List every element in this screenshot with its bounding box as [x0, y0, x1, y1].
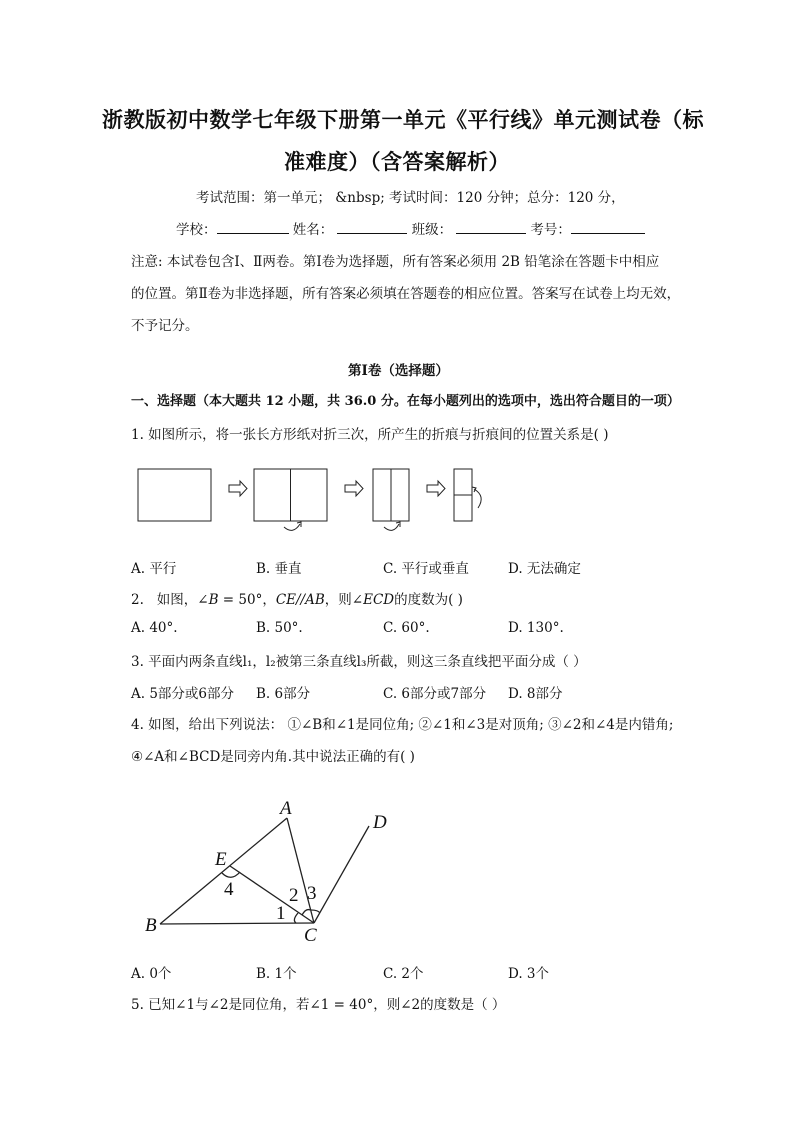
exam-title-line1: 浙教版初中数学七年级下册第一单元《平行线》单元测试卷（标	[102, 107, 704, 132]
fold-curve-icon	[284, 524, 300, 530]
point-e-label: E	[215, 849, 227, 870]
notice-line-3: 不予记分。	[131, 318, 199, 334]
q4-option-c[interactable]: C. 2个	[383, 966, 424, 982]
q4-option-b[interactable]: B. 1个	[256, 966, 297, 982]
folded-twice-rectangle	[373, 469, 409, 521]
section-heading: 一、选择题（本大题共 12 小题，共 36.0 分。在每小题列出的选项中，选出符合题目的一项）	[131, 394, 680, 409]
unfolded-rectangle	[138, 469, 211, 521]
folded-once-rectangle	[254, 469, 327, 521]
point-d-label: D	[373, 812, 387, 833]
point-b-label: B	[145, 915, 157, 936]
arrow-icon	[427, 481, 445, 496]
q4-option-a[interactable]: A. 0个	[131, 966, 172, 982]
question-4-stem-line1: 4. 如图，给出下列说法： ①∠B和∠1是同位角; ②∠1和∠3是对顶角; ③∠2和∠4是内错角;	[131, 717, 674, 733]
q2-option-a[interactable]: A. 40°.	[131, 620, 178, 636]
class-label: 班级：	[411, 222, 453, 238]
q1-option-a[interactable]: A. 平行	[131, 561, 177, 577]
angle-3-label: 3	[307, 883, 317, 904]
q3-option-c[interactable]: C. 6部分或7部分	[383, 686, 487, 702]
exam-number-label: 考号：	[530, 222, 571, 238]
question-2-stem: 2. 如图，∠B = 50°，CE//AB，则∠ECD的度数为( )	[131, 592, 463, 608]
section-title: 第Ⅰ卷（选择题）	[348, 363, 449, 379]
segment-ec	[230, 866, 314, 923]
segment-ba	[160, 818, 287, 924]
question-1-stem: 1. 如图所示，将一张长方形纸对折三次，所产生的折痕与折痕间的位置关系是( )	[131, 427, 609, 443]
q2-option-c[interactable]: C. 60°.	[383, 620, 430, 636]
question-5-stem: 5. 已知∠1与∠2是同位角，若∠1 = 40°，则∠2的度数是（ ）	[131, 997, 506, 1013]
question-3-stem: 3. 平面内两条直线l₁，l₂被第三条直线l₃所截，则这三条直线把平面分成（ ）	[131, 654, 587, 670]
q3-option-a[interactable]: A. 5部分或6部分	[131, 686, 235, 702]
q2-option-b[interactable]: B. 50°.	[256, 620, 303, 636]
exam-title-line2: 准难度）（含答案解析）	[284, 149, 510, 174]
q2-option-d[interactable]: D. 130°.	[508, 620, 564, 636]
q3-option-b[interactable]: B. 6部分	[256, 686, 311, 702]
segment-ac	[287, 818, 314, 923]
student-fields	[176, 218, 645, 238]
angle-4-arc	[222, 872, 240, 877]
ray-cd	[314, 826, 369, 923]
name-label: 姓名：	[292, 222, 334, 238]
folded-thrice-rectangle	[454, 469, 472, 521]
angle-4-label: 4	[224, 879, 234, 900]
exam-info: 考试范围：第一单元； &nbsp; 考试时间：120 分钟；总分：120 分，	[196, 190, 625, 206]
point-a-label: A	[280, 798, 292, 819]
notice-line-1: 注意: 本试卷包含Ⅰ、Ⅱ两卷。第Ⅰ卷为选择题，所有答案必须用 2B 铅笔涂在答题卡中相应	[131, 254, 660, 270]
arrow-icon	[229, 481, 247, 496]
point-c-label: C	[304, 925, 317, 946]
segment-bc	[160, 923, 314, 924]
arrow-icon	[345, 481, 363, 496]
q4-option-d[interactable]: D. 3个	[508, 966, 550, 982]
angle-2-label: 2	[289, 885, 299, 906]
q3-option-d[interactable]: D. 8部分	[508, 686, 563, 702]
question-4-stem-line2: ④∠A和∠BCD是同旁内角.其中说法正确的有( )	[131, 749, 415, 765]
school-label: 学校：	[176, 222, 217, 238]
q1-option-c[interactable]: C. 平行或垂直	[383, 561, 469, 577]
notice-line-2: 的位置。第Ⅱ卷为非选择题，所有答案必须填在答题卷的相应位置。答案写在试卷上均无效，	[131, 286, 681, 302]
q1-option-d[interactable]: D. 无法确定	[508, 561, 581, 577]
angle-1-arc	[294, 913, 298, 923]
q1-option-b[interactable]: B. 垂直	[256, 561, 302, 577]
angle-1-label: 1	[276, 903, 286, 924]
